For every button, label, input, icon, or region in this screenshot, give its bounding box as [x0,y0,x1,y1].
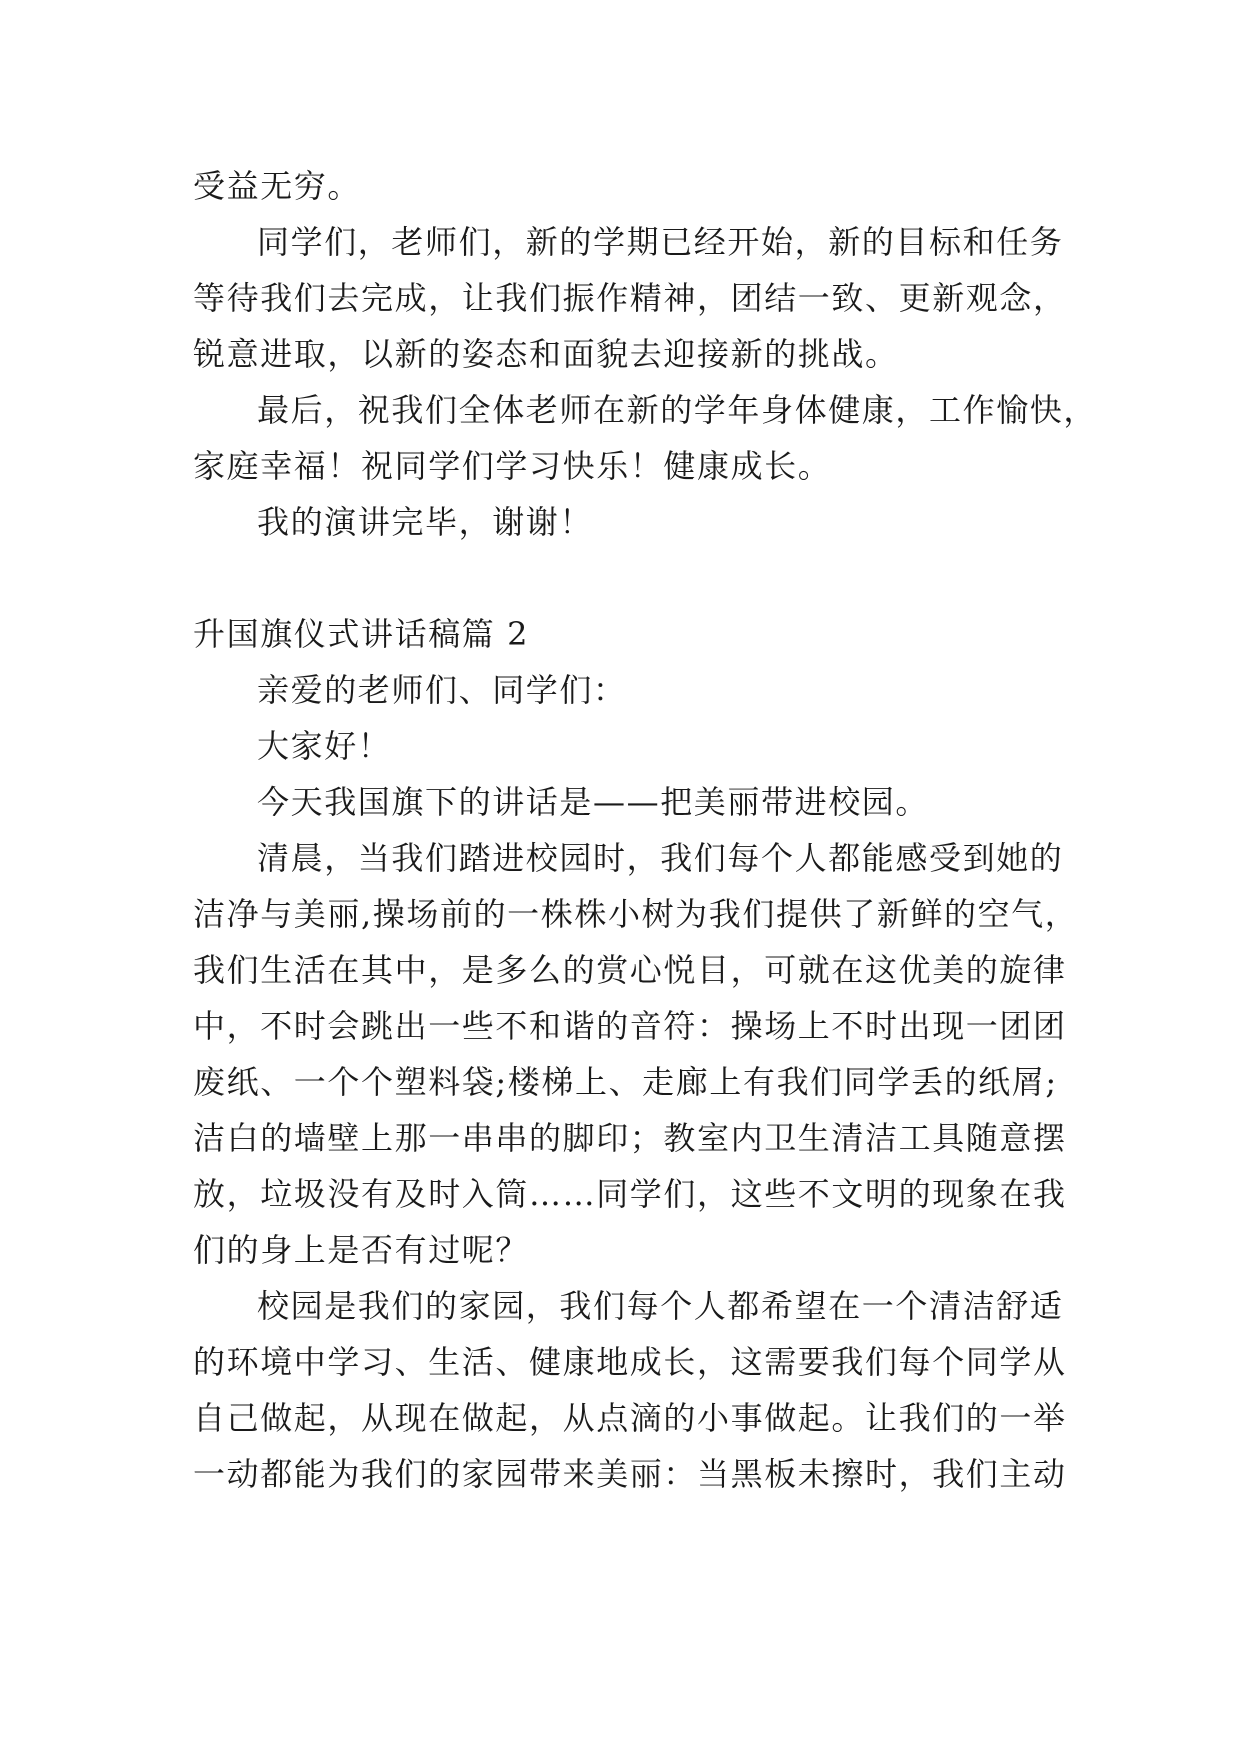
text-line: 们的身上是否有过呢？ [193,1231,530,1269]
paragraph [193,830,1079,1278]
speech-1-ending [193,158,1098,550]
section-gap [193,550,1053,606]
section-title: 升国旗仪式讲话稿篇 2 [193,615,530,653]
paragraph [193,774,1053,830]
paragraph [193,1278,1067,1502]
paragraph [193,494,1053,550]
text-line: 同学们，老师们，新的学期已经开始，新的目标和任务 [257,223,1064,261]
text-line: 最后，祝我们全体老师在新的学年身体健康，工作愉快， [257,391,1098,429]
text-line: 放，垃圾没有及时入筒……同学们，这些不文明的现象在我 [193,1175,1067,1213]
text-line: 大家好！ [257,727,392,765]
text-line: 中，不时会跳出一些不和谐的音符：操场上不时出现一团团 [193,1007,1067,1045]
paragraph [193,662,1053,718]
text-line: 清晨，当我们踏进校园时，我们每个人都能感受到她的 [257,839,1064,877]
text-line: 废纸、一个个塑料袋;楼梯上、走廊上有我们同学丢的纸屑; [193,1063,1058,1101]
text-line: 一动都能为我们的家园带来美丽：当黑板未擦时，我们主动 [193,1455,1067,1493]
text-line: 家庭幸福！祝同学们学习快乐！健康成长。 [193,447,832,485]
text-line: 受益无穷。 [193,167,362,205]
speech-2-body [193,662,1079,1502]
text-line: 洁净与美丽,操场前的一株株小树为我们提供了新鲜的空气， [193,895,1079,933]
text-line: 锐意进取，以新的姿态和面貌去迎接新的挑战。 [193,335,899,373]
text-line: 洁白的墙壁上那一串串的脚印；教室内卫生清洁工具随意摆 [193,1119,1067,1157]
paragraph [193,158,1053,214]
paragraph [193,214,1067,382]
text-line: 等待我们去完成，让我们振作精神，团结一致、更新观念， [193,279,1067,317]
text-line: 我的演讲完毕，谢谢！ [257,503,594,541]
paragraph [193,382,1098,494]
paragraph [193,718,1053,774]
text-line: 亲爱的老师们、同学们： [257,671,627,709]
text-line: 自己做起，从现在做起，从点滴的小事做起。让我们的一举 [193,1399,1067,1437]
text-line: 的环境中学习、生活、健康地成长，这需要我们每个同学从 [193,1343,1067,1381]
text-line: 我们生活在其中，是多么的赏心悦目，可就在这优美的旋律 [193,951,1067,989]
document-body [193,158,1098,1502]
text-line: 今天我国旗下的讲话是——把美丽带进校园。 [257,783,930,821]
text-line: 校园是我们的家园，我们每个人都希望在一个清洁舒适 [257,1287,1064,1325]
